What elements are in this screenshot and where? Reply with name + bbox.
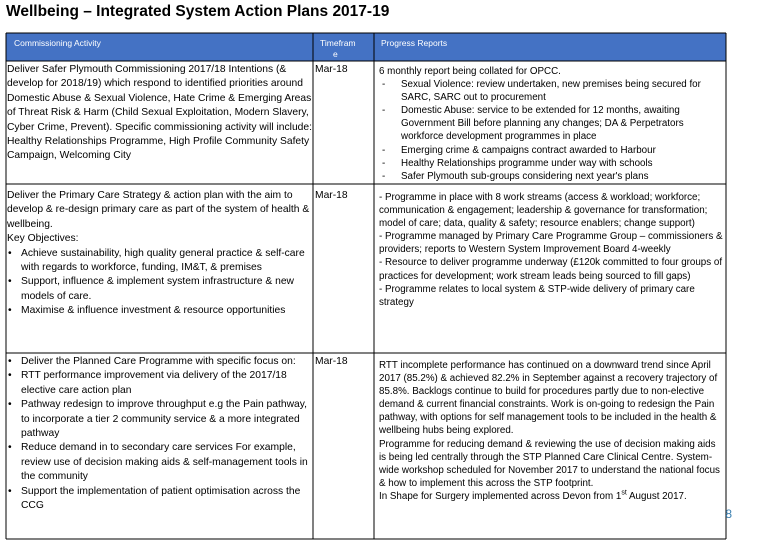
row3-timeframe: Mar-18 [315,356,348,367]
page-title: Wellbeing – Integrated System Action Plans 2017-19 [6,3,390,20]
list-item: - Emerging crime & campaigns contract awarded to Harbour [379,144,724,157]
list-item: • Reduce demand in to secondary care services For example, review use of decision making aids & self-management tools in the community [7,441,313,484]
list-item: - Healthy Relationships programme under way with schools [379,157,724,170]
header-commissioning-activity: Commissioning Activity [14,38,101,48]
row2-progress-line: - Programme in place with 8 work streams (access & workload; workforce; communication & engagement; leadership & governance for transformation; model of care; data, quality & safety; resource enablers; change support) [379,192,708,230]
row2-progress-line: - Programme managed by Primary Care Programme Group – commissioners & providers; reports to Western System Improvement Board 4-weekly [379,231,723,256]
row2-activity-cell [7,189,313,353]
header-timeframe-line2: e [333,49,338,59]
row3-progress-cell [379,359,724,537]
row3-progress-para2: Programme for reducing demand & reviewing the use of decision making aids is being led centrally through the STP Planned Care Clinical Centre. System-wide workshop scheduled for November 2017 to understand the national focus & how to implement this across the STP footprint. [379,438,720,489]
list-item: • Support the implementation of patient optimisation across the CCG [7,485,313,514]
list-item: • Support, influence & implement system infrastructure & new models of care. [7,275,313,304]
list-item: • Maximise & influence investment & resource opportunities [7,304,313,318]
row3-activity-list [7,355,313,513]
row3-progress-para1: RTT incomplete performance has continued on a downward trend since April 2017 (85.2%) & achieved 82.2% in September against a recovery trajectory of 85.8%. Backlogs continue to build for procedures partly due to non-elective demand & current financial constraints. Work is on-going to redesign the Pain pathway, with options for self management tools to be included in the health & wellbeing hubs being explored. [379,360,718,437]
row1-progress-cell [379,65,724,183]
row1-progress-list [379,78,724,183]
row2-activity-subheading: Key Objectives: [7,233,79,245]
list-item: • Deliver the Planned Care Programme with specific focus on: [7,355,313,369]
row2-progress-cell [379,191,724,353]
list-item: - Domestic Abuse: service to be extended for 12 months, awaiting Government Bill before planning any changes; DA & Perpetrators workforce development programmes in place [379,104,724,143]
row2-progress-line: - Resource to deliver programme underway (£120k committed to four groups of practices for development; work stream leads being sourced to fill gaps) [379,257,723,282]
row2-timeframe: Mar-18 [315,190,348,201]
row3-progress-para3-start: In Shape for Surgery implemented across Devon from 1 [379,490,622,502]
row1-timeframe: Mar-18 [315,64,348,75]
list-item: • Pathway redesign to improve throughput e.g the Pain pathway, to incorporate a tier 2 community service & a more integrated pathway [7,398,313,441]
list-item: • RTT performance improvement via delivery of the 2017/18 elective care action plan [7,369,313,398]
row3-progress-para3 [379,490,724,503]
row2-activity-list [7,247,313,319]
row3-progress-para3-sup: st [621,489,627,497]
row1-activity-cell [7,63,313,181]
header-timeframe-line1: Timefram [320,38,356,48]
list-item: - Sexual Violence: review undertaken, new premises being secured for SARC, SARC out to procurement [379,78,724,104]
page-number: 8 [725,507,732,521]
row3-progress-para3-end: August 2017. [626,490,687,502]
header-timeframe [320,38,370,60]
list-item: • Achieve sustainability, high quality general practice & self-care with regards to workforce, funding, IM&T, & premises [7,247,313,276]
header-progress-reports: Progress Reports [381,38,448,48]
row2-progress-line: - Programme relates to local system & STP-wide delivery of primary care strategy [379,283,695,308]
row1-activity-text: Deliver Safer Plymouth Commissioning 2017/18 Intentions (& develop for 2018/19) which respond to identified priorities around Domestic Abuse & Sexual Violence, Hate Crime & Emerging Areas of Threat Risk & Harm (Child Sexual Exploitation, Modern Slavery, Cyber Crime, Prevent). Specific commissioning activity will include: Healthy Relationships Programme, High Profile Community Safety Campaign, Welcoming City [7,64,312,162]
row3-activity-cell [7,355,313,538]
row1-progress-intro: 6 monthly report being collated for OPCC. [379,66,561,77]
row2-activity-intro: Deliver the Primary Care Strategy & action plan with the aim to develop & re-design primary care as part of the system of health & wellbeing. [7,190,310,230]
list-item: - Safer Plymouth sub-groups considering next year's plans [379,170,724,183]
